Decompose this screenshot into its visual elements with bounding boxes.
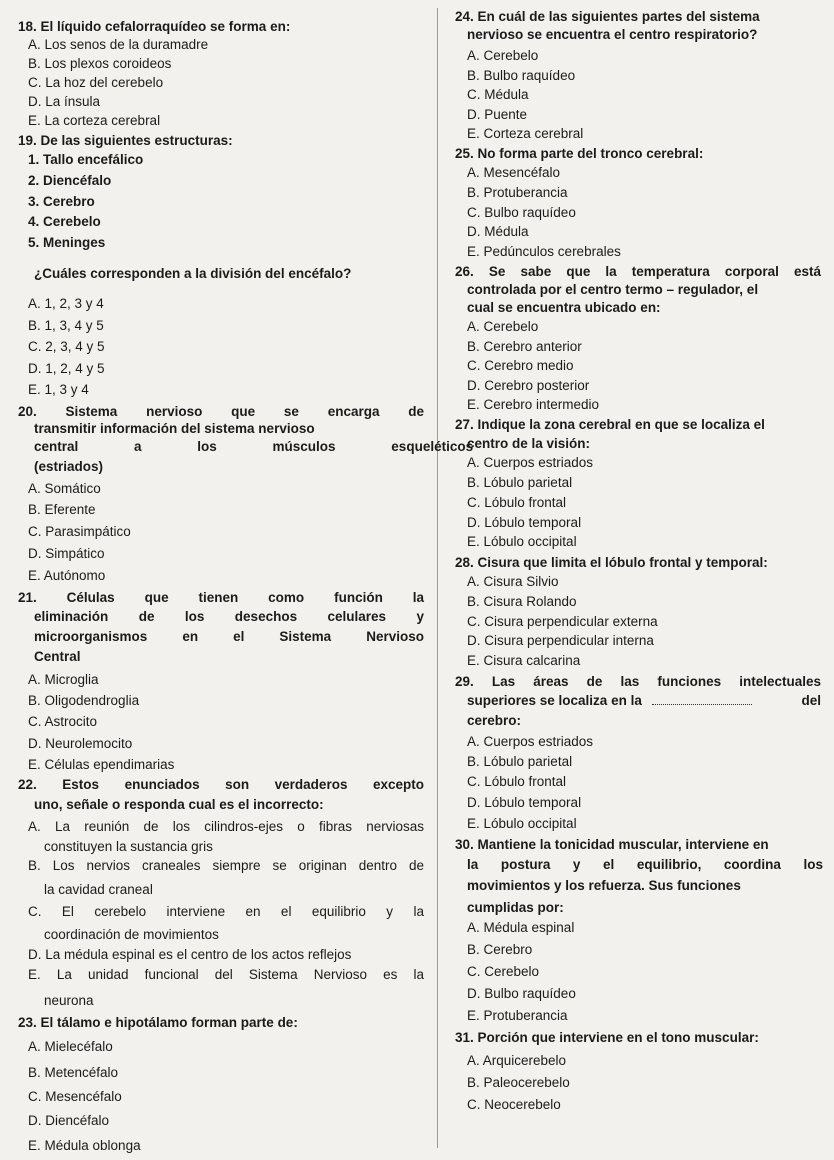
q26-option-b: B. Cerebro anterior — [467, 339, 582, 354]
q19-option-d: D. 1, 2, 4 y 5 — [28, 361, 105, 376]
q27-option-c: C. Lóbulo frontal — [467, 495, 567, 510]
q19-item-3: 3. Cerebro — [28, 194, 95, 209]
q27-option-b: B. Lóbulo parietal — [467, 475, 573, 490]
q29-option-e: E. Lóbulo occipital — [467, 816, 577, 831]
q29-answer-blank[interactable] — [652, 693, 752, 705]
q18-option-d: D. La ínsula — [28, 94, 101, 109]
q18-option-a: A. Los senos de la duramadre — [28, 37, 209, 52]
q24-line-1: 24. En cuál de las siguientes partes del sistema — [455, 9, 760, 24]
q25-option-e: E. Pedúnculos cerebrales — [467, 244, 621, 259]
q21-option-e: E. Células ependimarias — [28, 757, 175, 772]
q22-line-2: uno, señale o responda cual es el incorrecto: — [34, 797, 324, 812]
q31-option-c: C. Neocerebelo — [467, 1097, 561, 1112]
q26-option-a: A. Cerebelo — [467, 319, 539, 334]
q24-option-d: D. Puente — [467, 107, 528, 122]
q21-line-1: 21. Células que tienen como función la — [18, 590, 424, 605]
q31-option-b: B. Paleocerebelo — [467, 1075, 570, 1090]
q28-option-a: A. Cisura Silvio — [467, 574, 559, 589]
q24-option-e: E. Corteza cerebral — [467, 126, 584, 141]
q19-option-a: A. 1, 2, 3 y 4 — [28, 296, 104, 311]
q29-line-2-end: del — [801, 693, 821, 708]
q29-option-a: A. Cuerpos estriados — [467, 734, 594, 749]
q19-question: ¿Cuáles corresponden a la división del encéfalo? — [34, 266, 352, 281]
q21-option-d: D. Neurolemocito — [28, 736, 133, 751]
q20-line-1: 20. Sistema nervioso que se encarga de — [18, 404, 424, 419]
q21-line-2: eliminación de los desechos celulares y — [34, 609, 424, 624]
q30-option-d: D. Bulbo raquídeo — [467, 986, 576, 1001]
q30-line-1: 30. Mantiene la tonicidad muscular, interviene en — [455, 837, 769, 852]
q19-item-4: 4. Cerebelo — [28, 214, 101, 229]
q23-option-d: D. Diencéfalo — [28, 1113, 110, 1128]
q22-option-b-line-1: B. Los nervios craneales siempre se originan dentro de — [28, 858, 424, 873]
q20-option-e: E. Autónomo — [28, 568, 106, 583]
column-divider — [437, 8, 438, 1148]
question-31-title: 31. Porción que interviene en el tono muscular: — [455, 1030, 759, 1045]
q29-option-b: B. Lóbulo parietal — [467, 754, 573, 769]
q26-line-2: controlada por el centro termo – regulador, el — [467, 282, 759, 297]
q28-option-c: C. Cisura perpendicular externa — [467, 614, 658, 629]
q19-item-2: 2. Diencéfalo — [28, 173, 112, 188]
q30-option-b: B. Cerebro — [467, 942, 533, 957]
q29-line-2 — [467, 692, 821, 709]
q23-option-c: C. Mesencéfalo — [28, 1089, 122, 1104]
q22-option-b-line-2: la cavidad craneal — [44, 882, 153, 897]
q27-option-d: D. Lóbulo temporal — [467, 515, 582, 530]
q31-option-a: A. Arquicerebelo — [467, 1053, 567, 1068]
q21-option-c: C. Astrocito — [28, 714, 98, 729]
q20-option-d: D. Simpático — [28, 546, 105, 561]
q24-option-c: C. Médula — [467, 87, 529, 102]
q18-option-c: C. La hoz del cerebelo — [28, 75, 164, 90]
q23-option-a: A. Mielecéfalo — [28, 1039, 113, 1054]
q22-option-c-line-2: coordinación de movimientos — [44, 927, 219, 942]
q27-option-a: A. Cuerpos estriados — [467, 455, 594, 470]
q25-option-a: A. Mesencéfalo — [467, 165, 561, 180]
q19-option-c: C. 2, 3, 4 y 5 — [28, 339, 105, 354]
question-28-title: 28. Cisura que limita el lóbulo frontal y temporal: — [455, 555, 768, 570]
q30-line-4: cumplidas por: — [467, 900, 564, 915]
q24-option-a: A. Cerebelo — [467, 48, 539, 63]
q24-line-2: nervioso se encuentra el centro respiratorio? — [467, 27, 758, 42]
q30-option-c: C. Cerebelo — [467, 964, 540, 979]
q30-option-e: E. Protuberancia — [467, 1008, 568, 1023]
q30-option-a: A. Médula espinal — [467, 920, 575, 935]
q19-item-1: 1. Tallo encefálico — [28, 152, 144, 167]
q26-option-e: E. Cerebro intermedio — [467, 397, 600, 412]
q29-option-d: D. Lóbulo temporal — [467, 795, 582, 810]
q23-option-e: E. Médula oblonga — [28, 1138, 141, 1153]
q28-option-b: B. Cisura Rolando — [467, 594, 577, 609]
q22-option-e-line-2: neurona — [44, 993, 94, 1008]
q22-option-d: D. La médula espinal es el centro de los actos reflejos — [28, 947, 352, 962]
q22-option-e-line-1: E. La unidad funcional del Sistema Nervioso es la — [28, 967, 424, 982]
q20-option-a: A. Somático — [28, 481, 101, 496]
q18-option-e: E. La corteza cerebral — [28, 113, 161, 128]
q30-line-2: la postura y el equilibrio, coordina los — [467, 857, 823, 872]
question-18-title: 18. El líquido cefalorraquídeo se forma en: — [18, 19, 291, 34]
q25-option-b: B. Protuberancia — [467, 185, 568, 200]
q29-line-1: 29. Las áreas de las funciones intelectuales — [455, 674, 821, 689]
q19-item-5: 5. Meninges — [28, 235, 106, 250]
q26-line-3: cual se encuentra ubicado en: — [467, 300, 661, 315]
q21-option-b: B. Oligodendroglia — [28, 693, 140, 708]
q26-line-1: 26. Se sabe que la temperatura corporal está — [455, 264, 821, 279]
q25-option-c: C. Bulbo raquídeo — [467, 205, 576, 220]
q26-option-c: C. Cerebro medio — [467, 358, 574, 373]
question-19-title: 19. De las siguientes estructuras: — [18, 133, 233, 148]
q28-option-d: D. Cisura perpendicular interna — [467, 633, 654, 648]
question-25-title: 25. No forma parte del tronco cerebral: — [455, 146, 704, 161]
q29-line-2-text: superiores se localiza en la — [467, 693, 642, 708]
q27-line-1: 27. Indique la zona cerebral en que se localiza el — [455, 417, 765, 432]
q18-option-b: B. Los plexos coroideos — [28, 56, 172, 71]
q29-line-3: cerebro: — [467, 713, 522, 728]
q20-line-2: transmitir información del sistema nervioso — [34, 421, 315, 436]
q20-line-4: (estriados) — [34, 459, 104, 474]
q20-line-3: central a los músculos esqueléticos — [34, 439, 474, 454]
question-23-title: 23. El tálamo e hipotálamo forman parte de: — [18, 1015, 298, 1030]
q21-option-a: A. Microglia — [28, 672, 99, 687]
q19-option-b: B. 1, 3, 4 y 5 — [28, 318, 104, 333]
q23-option-b: B. Metencéfalo — [28, 1065, 119, 1080]
q30-line-3: movimientos y los refuerza. Sus funciones — [467, 878, 741, 893]
q20-option-c: C. Parasimpático — [28, 524, 131, 539]
q28-option-e: E. Cisura calcarina — [467, 653, 581, 668]
q27-line-2: centro de la visión: — [467, 436, 591, 451]
q24-option-b: B. Bulbo raquídeo — [467, 68, 576, 83]
q22-option-a-line-1: A. La reunión de los cilindros-ejes o fibras nerviosas — [28, 819, 424, 834]
q29-option-c: C. Lóbulo frontal — [467, 774, 567, 789]
q20-option-b: B. Eferente — [28, 502, 96, 517]
q27-option-e: E. Lóbulo occipital — [467, 534, 577, 549]
q21-line-3: microorganismos en el Sistema Nervioso — [34, 629, 424, 644]
q25-option-d: D. Médula — [467, 224, 529, 239]
q26-option-d: D. Cerebro posterior — [467, 378, 590, 393]
q22-line-1: 22. Estos enunciados son verdaderos excepto — [18, 777, 424, 792]
q19-option-e: E. 1, 3 y 4 — [28, 382, 89, 397]
q21-line-4: Central — [34, 649, 81, 664]
q22-option-c-line-1: C. El cerebelo interviene en el equilibrio y la — [28, 904, 424, 919]
q22-option-a-line-2: constituyen la sustancia gris — [44, 839, 213, 854]
